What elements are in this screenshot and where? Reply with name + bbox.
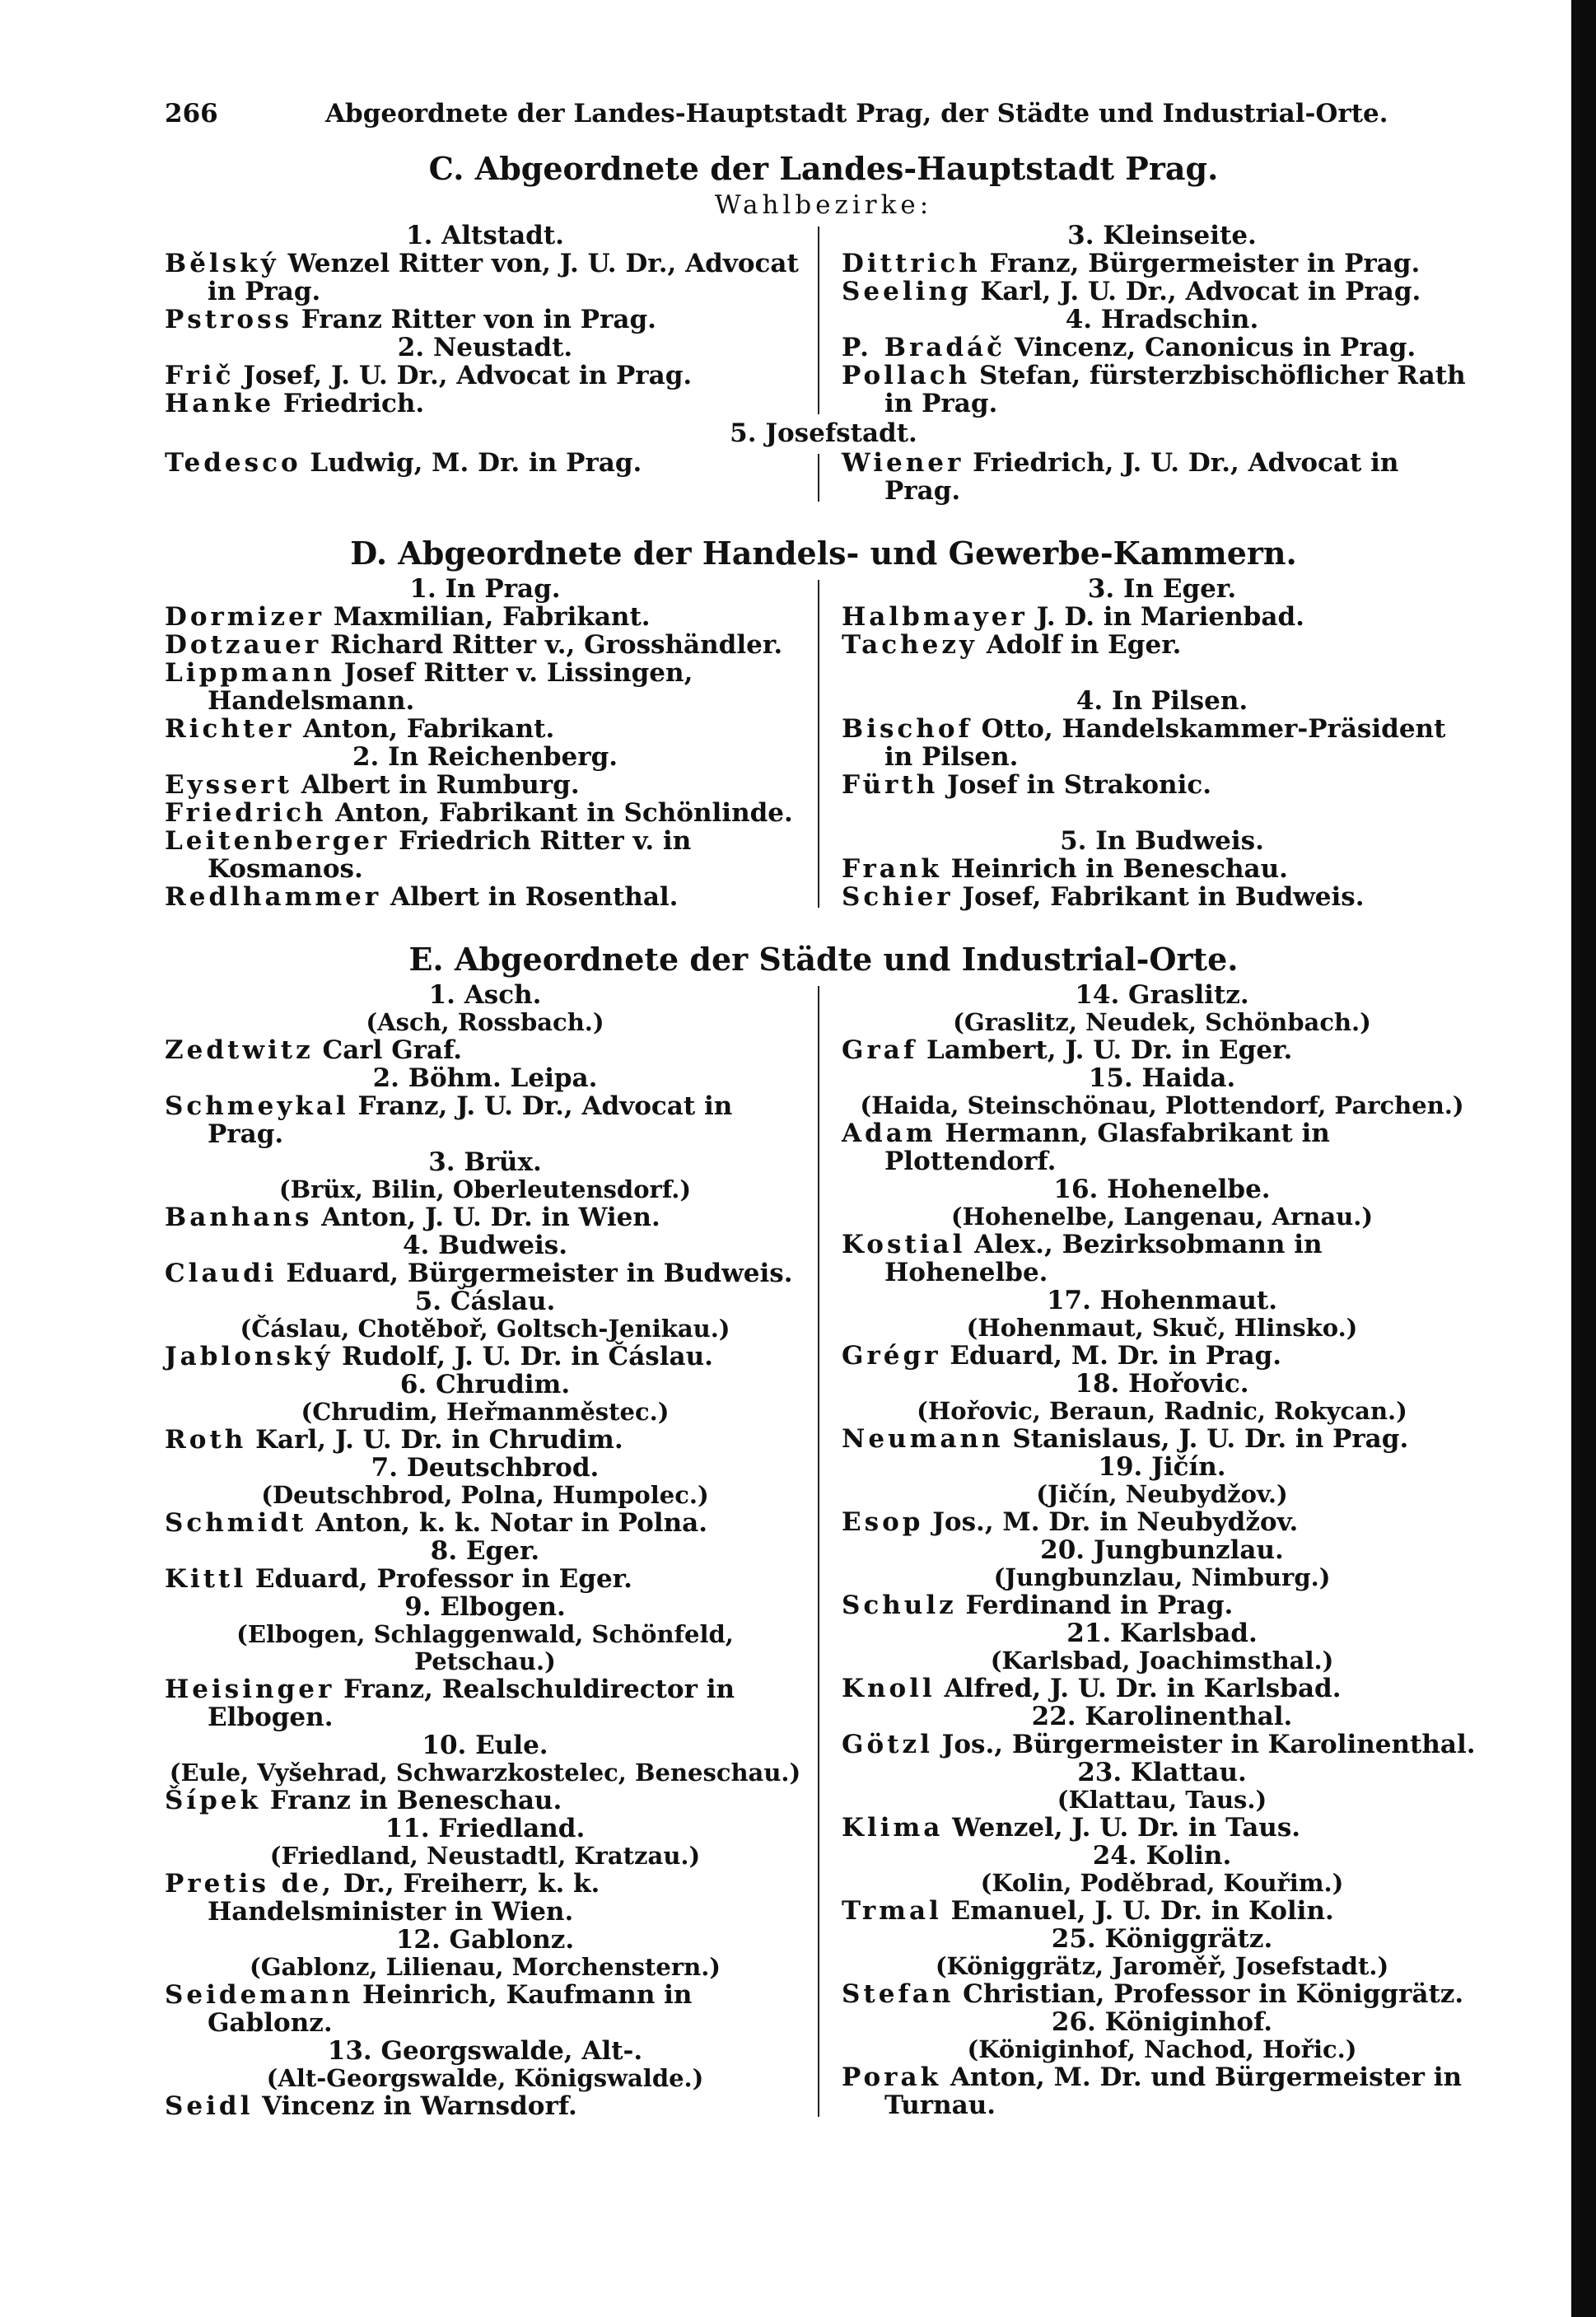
district-heading: 12. Gablonz. [395,1925,575,1955]
entry-name: Tachezy [842,630,978,660]
entry [165,1787,805,1815]
district-heading: 11. Friedland. [385,1814,586,1843]
entry [165,390,805,418]
entry-text: Josef, Fabrikant in Budweis. [953,882,1365,912]
entry-name: Dormizer [165,602,325,632]
entry-text: Adolf in Eger. [977,630,1182,660]
entry-name: Porak [842,2062,942,2092]
district-heading: 7. Deutschbrod. [371,1453,600,1483]
entry-name: Lippmann [165,658,335,688]
district-towns: (Klattau, Taus.) [1057,1786,1267,1814]
entry [165,1565,805,1593]
entry-name: Dittrich [842,249,981,278]
district-heading: 4. In Pilsen. [1076,686,1248,716]
district-heading: 24. Kolin. [1092,1841,1232,1871]
district-towns: (Asch, Rossbach.) [366,1008,604,1036]
entry-name: Seidl [165,2091,254,2121]
spacer [842,799,1482,827]
entry [842,1036,1482,1064]
entry-name: Frank [842,854,942,884]
entry-name: Wiener [842,448,964,478]
district-towns: (Hohenelbe, Langenau, Arnau.) [950,1203,1374,1231]
entry-text: Karl, J. U. Dr. in Chrudim. [246,1425,623,1455]
entry-name: Jablonský [165,1342,334,1371]
entry-text: Richard Ritter v., Grosshändler. [321,630,783,660]
district-heading: 26. Königinhof. [1051,2007,1273,2037]
entry-name: Esop [842,1507,924,1537]
entry-text: Josef, J. U. Dr., Advocat in Prag. [234,361,693,390]
district-towns: (Hohenmaut, Skuč, Hlinsko.) [966,1314,1358,1342]
district-heading: 16. Hohenelbe. [1053,1175,1271,1204]
entry-name: Schier [842,882,954,912]
spacer [842,659,1482,687]
entry-text: Wenzel, J. U. Dr. in Taus. [943,1813,1301,1843]
district-towns: (Jičín, Neubydžov.) [1036,1480,1288,1508]
entry-name: Roth [165,1425,247,1455]
entry-text: Emanuel, J. U. Dr. in Kolin. [941,1896,1334,1926]
district-towns: (Haida, Steinschönau, Plottendorf, Parchen.) [860,1091,1464,1119]
section-d-columns [165,575,1482,911]
entry-text: Karl, J. U. Dr., Advocat in Prag. [971,277,1421,306]
entry-name: Pstross [165,305,292,334]
district-heading: 18. Hořovic. [1075,1369,1249,1399]
section-c-subtitle: Wahlbezirke: [714,190,933,220]
district-towns: (Königinhof, Nachod, Hořic.) [967,2035,1357,2063]
entry [842,1508,1482,1536]
entry-text: Friedrich. [274,389,425,418]
section-c-title: C. Abgeordnete der Landes-Hauptstadt Prag. [428,150,1219,187]
entry-name: Schulz [842,1591,957,1620]
entry-text: Lambert, J. U. Dr. in Eger. [917,1035,1293,1065]
entry [165,631,805,659]
entry-text: Heinrich in Beneschau. [941,854,1288,884]
entry [165,771,805,799]
district-heading: 4. Hradschin. [1065,305,1259,334]
entry-text: Anton, Fabrikant. [294,714,555,744]
entry-text: Carl Graf. [313,1035,463,1065]
entry-text: Franz in Beneschau. [261,1786,562,1815]
district-heading: 15. Haida. [1088,1063,1236,1093]
entry [842,1591,1482,1619]
entry [842,603,1482,631]
entry-text: J. D. in Marienbad. [1027,602,1304,632]
entry-name: Kittl [165,1564,247,1594]
district-heading: 5. In Budweis. [1060,826,1264,856]
entry [842,715,1482,771]
entry [842,771,1482,799]
district-towns: (Elbogen, Schlaggenwald, Schönfeld, Petschau.) [236,1620,734,1675]
entry-text: Rudolf, J. U. Dr. in Čáslau. [333,1342,713,1371]
entry [842,1980,1482,2008]
district-heading-josefstadt: 5. Josefstadt. [730,418,917,448]
entry-name: Redlhammer [165,882,382,912]
entry-text: Stefan, fürsterzbischöflicher Rath in Prag. [884,361,1466,418]
entry [165,715,805,743]
section-c-right-2 [842,449,1482,505]
entry-name: Adam [842,1119,936,1148]
district-heading: 2. Böhm. Leipa. [372,1063,598,1093]
district-heading: 20. Jungbunzlau. [1040,1535,1284,1565]
section-c-left [165,222,805,418]
entry-text: Josef Ritter v. Lissingen, Handelsmann. [208,658,693,716]
entry-text: Maxmilian, Fabrikant. [324,602,651,632]
district-heading: 6. Chrudim. [399,1370,571,1399]
entry-text: Albert in Rosenthal. [381,882,679,912]
entry-name: Heisinger [165,1675,335,1704]
district-towns: (Chrudim, Heřmanměstec.) [301,1398,670,1426]
entry-name: Schmidt [165,1508,307,1538]
entry [165,1092,805,1148]
entry-name: Götzl [842,1730,933,1759]
entry-text: Hermann, Glasfabrikant in Plottendorf. [884,1119,1330,1176]
district-towns: (Friedland, Neustadtl, Kratzau.) [269,1842,701,1870]
district-towns: (Gablonz, Lilienau, Morchenstern.) [249,1953,721,1981]
document-page [165,99,1482,2120]
entry [165,1675,805,1731]
entry [165,449,805,477]
entry-text: Friedrich, J. U. Dr., Advocat in Prag. [884,448,1399,506]
district-towns: (Alt-Georgswalde, Königswalde.) [266,2064,704,2092]
entry [165,1426,805,1454]
section-e-right [842,981,1482,2120]
entry [842,1231,1482,1287]
district-towns: (Čáslau, Chotěboř, Goltsch-Jenikau.) [240,1315,730,1343]
district-heading: 2. Neustadt. [397,333,573,362]
entry-name: Seeling [842,277,972,306]
district-heading: 4. Budweis. [402,1231,567,1260]
entry-text: Jos., Bürgermeister in Karolinenthal. [932,1730,1476,1759]
district-heading: 1. In Prag. [409,574,561,604]
district-heading: 21. Karlsbad. [1066,1619,1258,1648]
section-d-left [165,575,805,911]
section-d-right [842,575,1482,911]
district-heading: 3. Brüx. [428,1147,542,1177]
entry [842,1119,1482,1175]
district-heading: 13. Georgswalde, Alt-. [327,2036,643,2066]
entry-name: Graf [842,1035,918,1065]
entry [165,1981,805,2037]
section-c-columns [165,222,1482,418]
entry-text: Franz Ritter von in Prag. [292,305,656,334]
entry [165,250,805,306]
entry-name: Friedrich [165,798,327,828]
section-e-title: E. Abgeordnete der Städte und Industrial-Orte. [408,941,1239,978]
page-header [165,99,1482,145]
spacer [165,911,1482,936]
entry-text: Alex., Bezirksobmann in Hohenelbe. [884,1230,1323,1287]
entry [842,334,1482,362]
entry-name: Richter [165,714,295,744]
entry [842,1675,1482,1703]
district-heading: 2. In Reichenberg. [352,742,618,772]
entry [842,1342,1482,1370]
entry-name: Bělský [165,249,279,278]
district-heading: 3. Kleinseite. [1067,221,1257,250]
entry [165,1259,805,1287]
entry [165,1343,805,1371]
entry-text: Alfred, J. U. Dr. in Karlsbad. [935,1674,1342,1703]
section-c-josefstadt-columns [165,449,1482,505]
entry-text: Vincenz, Canonicus in Prag. [1006,333,1416,362]
entry-text: Stanislaus, J. U. Dr. in Prag. [1003,1424,1409,1454]
page-number: 266 [165,99,218,128]
entry [165,799,805,827]
entry [165,2092,805,2120]
entry-name: Hanke [165,389,275,418]
entry-text: Ludwig, M. Dr. in Prag. [301,448,642,478]
district-heading: 14. Graslitz. [1075,980,1249,1010]
entry-name: Klima [842,1813,944,1843]
entry [165,362,805,390]
entry-text: Franz, Realschuldirector in Elbogen. [208,1675,735,1732]
district-towns: (Eule, Vyšehrad, Schwarzkostelec, Beneschau.) [169,1759,801,1787]
entry-name: Eyssert [165,770,292,800]
section-e-left [165,981,805,2120]
entry [165,1509,805,1537]
entry-text: Christian, Professor in Königgrätz. [954,1979,1464,2009]
section-d-title: D. Abgeordnete der Handels- und Gewerbe-Kammern. [350,535,1297,572]
entry [842,1425,1482,1453]
entry-name: Trmal [842,1896,942,1926]
entry-text: Jos., M. Dr. in Neubydžov. [923,1507,1299,1537]
district-heading: 3. In Eger. [1087,574,1237,604]
entry-text: Eduard, M. Dr. in Prag. [940,1341,1282,1371]
section-c-left-2 [165,449,805,505]
district-heading: 10. Eule. [422,1731,548,1760]
spacer [165,505,1482,530]
entry-name: Pretis de, [165,1869,334,1899]
entry [165,306,805,334]
entry-name: Šípek [165,1786,262,1815]
district-towns: (Deutschbrod, Polna, Humpolec.) [261,1481,709,1509]
district-heading: 8. Eger. [430,1536,540,1566]
district-heading: 5. Čáslau. [414,1287,556,1316]
entry-text: Wenzel Ritter von, J. U. Dr., Advocat in Prag. [208,249,799,306]
district-towns: (Königgrätz, Jaroměř, Josefstadt.) [935,1952,1389,1980]
entry-name: Seidemann [165,1980,354,2010]
district-towns: (Graslitz, Neudek, Schönbach.) [953,1008,1371,1036]
district-towns: (Kolin, Poděbrad, Kouřim.) [980,1869,1344,1897]
entry-name: Fürth [842,770,939,800]
entry-name: Kostial [842,1230,966,1259]
entry-name: Tedesco [165,448,301,478]
entry-name: Claudi [165,1259,278,1288]
district-towns: (Brüx, Bilin, Oberleutensdorf.) [278,1175,692,1203]
section-e-columns [165,981,1482,2120]
entry-name: Grégr [842,1341,941,1371]
district-towns: (Hořovic, Beraun, Radnic, Rokycan.) [917,1397,1407,1425]
entry-name: Banhans [165,1203,313,1232]
entry [842,883,1482,911]
entry-text: Franz, Bürgermeister in Prag. [980,249,1421,278]
entry-text: Dr., Freiherr, k. k. Handelsminister in Wien. [208,1869,600,1927]
entry [842,1731,1482,1759]
entry [842,362,1482,418]
entry-text: Eduard, Professor in Eger. [246,1564,632,1594]
entry-text: Anton, J. U. Dr. in Wien. [312,1203,660,1232]
district-heading: 1. Asch. [428,980,542,1010]
entry-text: Eduard, Bürgermeister in Budweis. [277,1259,793,1288]
entry-name: Pollach [842,361,971,390]
entry-text: Ferdinand in Prag. [956,1591,1234,1620]
entry-text: Vincenz in Warnsdorf. [253,2091,577,2121]
district-heading: 1. Altstadt. [406,221,564,250]
entry [165,659,805,715]
entry [165,827,805,883]
entry-name: P. Bradáč [842,333,1006,362]
entry-text: Friedrich Ritter v. in Kosmanos. [208,826,692,884]
entry-text: Anton, k. k. Notar in Polna. [306,1508,708,1538]
entry-name: Knoll [842,1674,936,1703]
district-towns: (Karlsbad, Joachimsthal.) [990,1647,1334,1675]
district-heading: 19. Jičín. [1098,1452,1226,1482]
district-heading: 22. Karolinenthal. [1031,1702,1293,1731]
entry-text: Anton, M. Dr. und Bürgermeister in Turnau. [884,2062,1463,2120]
district-heading: 25. Königgrätz. [1051,1924,1273,1954]
entry-text: Albert in Rumburg. [292,770,580,800]
entry [165,1203,805,1231]
entry [842,449,1482,505]
entry [842,250,1482,278]
entry-name: Zedtwitz [165,1035,314,1065]
district-heading: 23. Klattau. [1077,1758,1247,1787]
entry [165,1870,805,1926]
entry-name: Bischof [842,714,973,744]
entry-text: Josef in Strakonic. [938,770,1212,800]
entry [842,278,1482,306]
entry-name: Stefan [842,1979,954,2009]
entry-name: Leitenberger [165,826,390,856]
entry [165,1036,805,1064]
entry-text: Franz, J. U. Dr., Advocat in Prag. [208,1091,733,1149]
district-towns: (Jungbunzlau, Nimburg.) [993,1563,1331,1591]
section-c-right [842,222,1482,418]
entry [842,631,1482,659]
entry-text: Heinrich, Kaufmann in Gablonz. [208,1980,693,2038]
entry-name: Neumann [842,1424,1004,1454]
district-heading: 9. Elbogen. [404,1592,566,1622]
entry [842,1897,1482,1925]
entry-text: Otto, Handelskammer-Präsident in Pilsen. [884,714,1446,772]
entry [165,883,805,911]
entry [842,2063,1482,2119]
entry-name: Frič [165,361,235,390]
district-heading: 17. Hohenmaut. [1046,1286,1278,1315]
entry [842,855,1482,883]
entry [842,1814,1482,1842]
entry-name: Halbmayer [842,602,1028,632]
page-edge [1571,0,1596,2317]
entry-name: Schmeykal [165,1091,349,1121]
running-title: Abgeordnete der Landes-Hauptstadt Prag, der Städte und Industrial-Orte. [325,99,1388,128]
entry-text: Anton, Fabrikant in Schönlinde. [326,798,793,828]
entry-name: Dotzauer [165,630,322,660]
entry [165,603,805,631]
